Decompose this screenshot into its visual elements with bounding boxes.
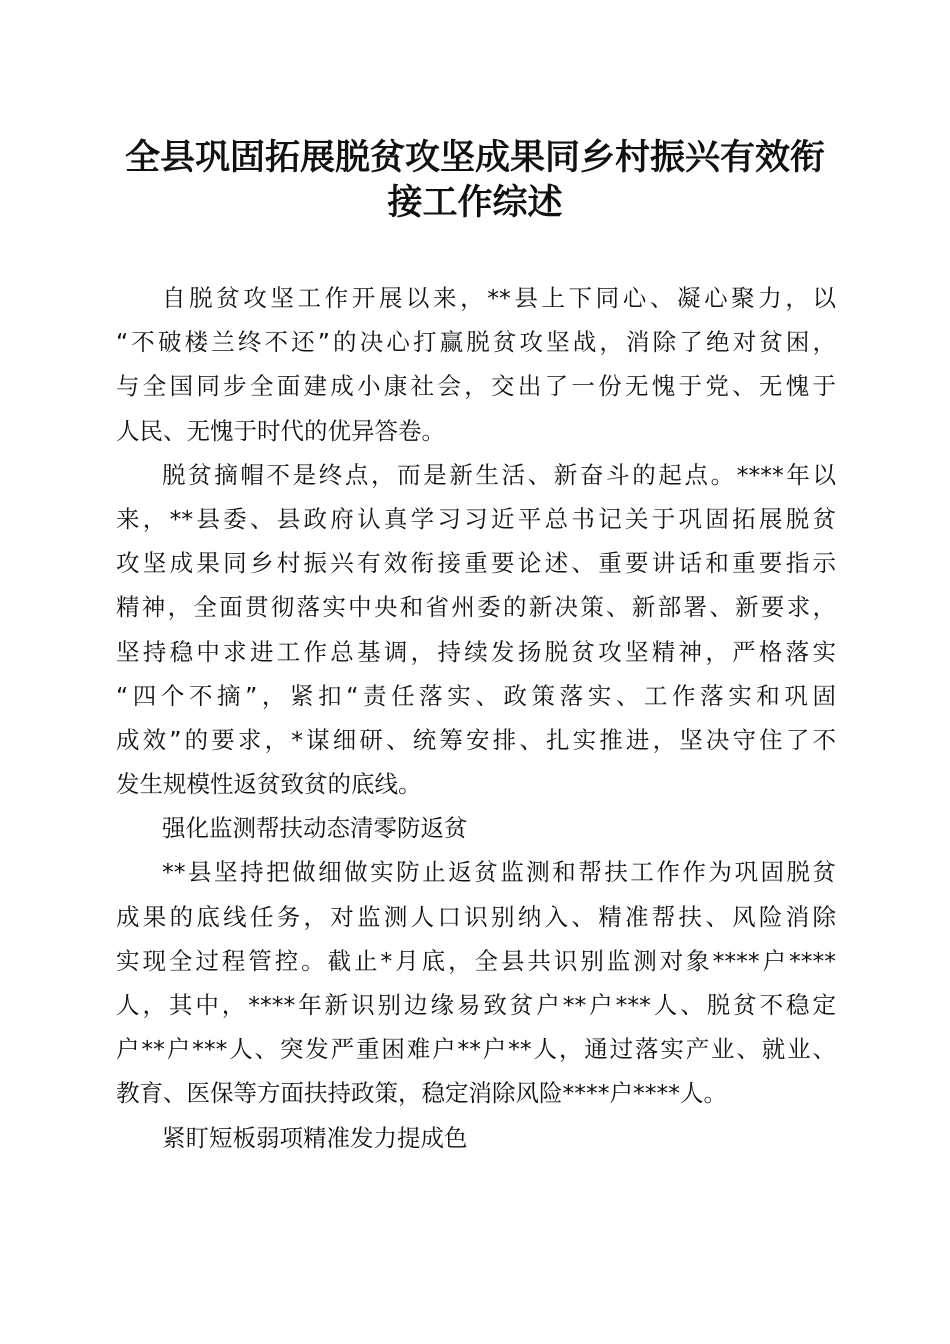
text-line: 实现全过程管控。截止*月底，全县共识别监测对象****户**** xyxy=(116,946,836,975)
text-line: **县坚持把做细做实防止返贫监测和帮扶工作作为巩固脱贫 xyxy=(162,858,836,887)
text-line: “不破楼兰终不还”的决心打赢脱贫攻坚战，消除了绝对贫困， xyxy=(116,328,836,357)
text-line: 教育、医保等方面扶持政策，稳定消除风险****户****人。 xyxy=(116,1079,727,1108)
text-line: 紧盯短板弱项精准发力提成色 xyxy=(162,1123,468,1152)
section-heading xyxy=(116,1116,836,1160)
text-line: 强化监测帮扶动态清零防返贫 xyxy=(162,814,468,843)
text-line: 成果的底线任务，对监测人口识别纳入、精准帮扶、风险消除 xyxy=(116,902,836,931)
text-line: 户**户***人、突发严重困难户**户**人，通过落实产业、就业、 xyxy=(116,1035,836,1064)
title-line-1: 全县巩固拓展脱贫攻坚成果同乡村振兴有效衔 xyxy=(124,137,825,178)
text-line: “四个不摘”，紧扣“责任落实、政策落实、工作落实和巩固 xyxy=(116,681,836,710)
text-line: 来，**县委、县政府认真学习习近平总书记关于巩固拓展脱贫 xyxy=(116,504,836,533)
text-line: 发生规模性返贫致贫的底线。 xyxy=(116,770,422,799)
document-body xyxy=(116,276,836,1160)
text-line: 坚持稳中求进工作总基调，持续发扬脱贫攻坚精神，严格落实 xyxy=(116,637,836,666)
paragraph xyxy=(116,850,836,1115)
document-title xyxy=(80,135,870,225)
text-line: 成效”的要求，*谋细研、统筹安排、扎实推进，坚决守住了不 xyxy=(116,725,836,754)
text-line: 人，其中，****年新识别边缘易致贫户**户***人、脱贫不稳定 xyxy=(116,991,836,1019)
text-line: 人民、无愧于时代的优异答卷。 xyxy=(116,416,445,445)
title-line-2: 接工作综述 xyxy=(387,182,563,223)
paragraph xyxy=(116,453,836,807)
text-line: 脱贫摘帽不是终点，而是新生活、新奋斗的起点。****年以 xyxy=(162,460,836,489)
section-heading xyxy=(116,806,836,850)
text-line: 与全国同步全面建成小康社会，交出了一份无愧于党、无愧于 xyxy=(116,372,836,401)
text-line: 精神，全面贯彻落实中央和省州委的新决策、新部署、新要求， xyxy=(116,593,836,622)
text-line: 攻坚成果同乡村振兴有效衔接重要论述、重要讲话和重要指示 xyxy=(116,549,836,578)
paragraph xyxy=(116,276,836,453)
text-line: 自脱贫攻坚工作开展以来，**县上下同心、凝心聚力，以 xyxy=(162,284,836,312)
